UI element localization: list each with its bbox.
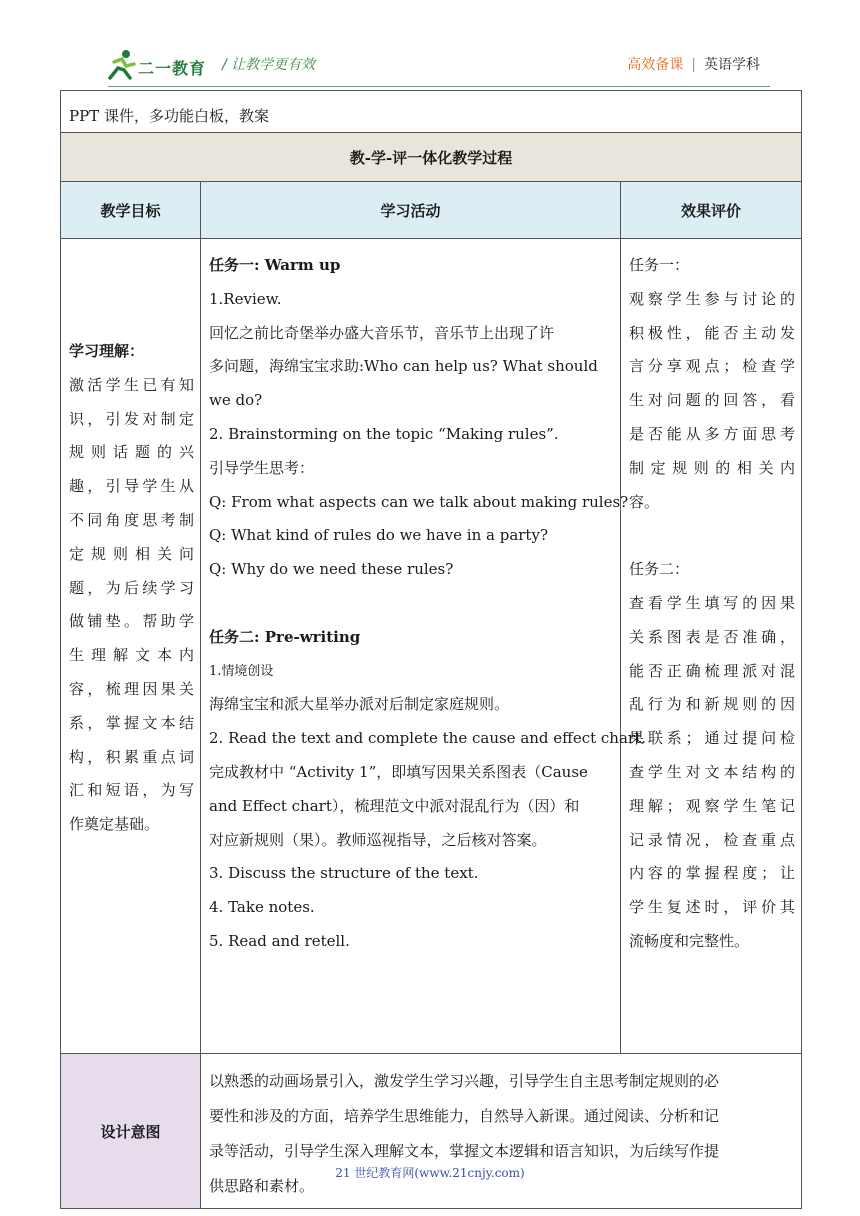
goal-line: 激活学生已有知 xyxy=(69,375,194,394)
eval-line: 容。 xyxy=(629,492,660,511)
tag-separator: | xyxy=(691,57,696,73)
task1-line: 引导学生思考： xyxy=(209,458,315,477)
goal-line: 题，为后续学习 xyxy=(69,578,194,597)
task2-line: 海绵宝宝和派大星举办派对后制定家庭规则。 xyxy=(209,695,510,714)
task2-line: 对应新规则（果）。教师巡视指导，之后核对答案。 xyxy=(209,830,547,849)
header-divider xyxy=(108,86,770,87)
goal-line: 趣，引导学生从 xyxy=(69,477,194,496)
goal-line: 识，引发对制定 xyxy=(69,409,194,428)
design-row xyxy=(61,1054,802,1209)
goal-line: 不同角度思考制 xyxy=(69,510,194,529)
task1-line: we do? xyxy=(209,391,263,410)
goal-line: 作奠定基础。 xyxy=(69,815,160,834)
goal-cell xyxy=(61,239,201,1054)
spacer xyxy=(629,519,795,553)
eval-line: 果联系；通过提问检 xyxy=(629,729,796,748)
design-line: 录等活动，引导学生深入理解文本，掌握文本逻辑和语言知识，为后续写作提 xyxy=(209,1142,720,1160)
design-text-cell xyxy=(201,1054,802,1209)
task1-line: Q: Why do we need these rules? xyxy=(209,560,454,579)
design-line: 以熟悉的动画场景引入，激发学生学习兴趣，引导学生自主思考制定规则的必 xyxy=(209,1072,720,1090)
eval-line: 生对问题的回答，看 xyxy=(629,391,796,410)
task1-title: 任务一: Warm up xyxy=(209,256,341,274)
goal-line: 系，掌握文本结 xyxy=(69,713,194,732)
materials-cell: PPT 课件，多功能白板，教案 xyxy=(61,91,802,133)
eval-line: 能否正确梳理派对混 xyxy=(629,661,796,680)
design-label: 设计意图 xyxy=(61,1054,201,1209)
task2-line: and Effect chart），梳理范文中派对混乱行为（因）和 xyxy=(209,796,580,815)
task1-line: 回忆之前比奇堡举办盛大音乐节，音乐节上出现了许 xyxy=(209,323,555,342)
tag-efficient-prep: 高效备课 xyxy=(627,57,684,73)
design-line: 要性和涉及的方面，培养学生思维能力，自然导入新课。通过阅读、分析和记 xyxy=(209,1107,720,1125)
column-header-row xyxy=(61,182,802,239)
eval-line: 言分享观点；检查学 xyxy=(629,357,796,376)
eval-line: 是否能从多方面思考 xyxy=(629,424,796,443)
task1-line: 2. Brainstorming on the topic “Making rules”. xyxy=(209,424,559,443)
goal-line: 容，梳理因果关 xyxy=(69,679,194,698)
eval-line: 制定规则的相关内 xyxy=(629,458,796,477)
section-title: 教-学-评一体化教学过程 xyxy=(61,133,802,182)
task1-line: 多问题，海绵宝宝求助:Who can help us? What should xyxy=(209,357,598,376)
eval-line: 查学生对文本结构的 xyxy=(629,762,796,781)
eval-line: 学生复述时，评价其 xyxy=(629,898,796,917)
content-row xyxy=(61,239,802,1054)
goal-line: 做铺垫。帮助学 xyxy=(69,612,194,631)
runner-logo-icon xyxy=(104,48,138,82)
task1-line: Q: From what aspects can we talk about making rules? xyxy=(209,492,629,511)
task1-line: 1.Review. xyxy=(209,289,282,308)
goal-line: 定规则相关问 xyxy=(69,544,194,563)
logo-text: 二一教育 xyxy=(138,59,207,78)
task2-line: 4. Take notes. xyxy=(209,898,315,917)
task2-title: 任务二: Pre-writing xyxy=(209,627,361,646)
goal-line: 构，积累重点词 xyxy=(69,747,194,766)
lesson-table xyxy=(60,90,802,1209)
goal-line: 生理解文本内 xyxy=(69,646,194,665)
page-header xyxy=(60,44,800,90)
eval-line: 记录情况，检查重点 xyxy=(629,830,796,849)
section-title-row xyxy=(61,133,802,182)
page-footer: 21 世纪教育网(www.21cnjy.com) xyxy=(335,1166,525,1180)
spacer xyxy=(209,587,614,621)
task2-line: 完成教材中 “Activity 1”，即填写因果关系图表（Cause xyxy=(209,762,588,781)
task2-line: 5. Read and retell. xyxy=(209,931,350,950)
eval-line: 关系图表是否准确， xyxy=(629,627,796,646)
eval-line: 流畅度和完整性。 xyxy=(629,931,750,950)
eval-line: 理解；观察学生笔记 xyxy=(629,796,796,815)
evaluation-cell xyxy=(621,239,802,1054)
task2-line: 1.情境创设 xyxy=(209,663,274,679)
task1-line: Q: What kind of rules do we have in a party? xyxy=(209,526,548,545)
header-tags xyxy=(627,54,760,74)
materials-row xyxy=(61,91,802,133)
goal-line: 汇和短语，为写 xyxy=(69,781,194,800)
slogan: / 让教学更有效 xyxy=(222,57,316,73)
header-goal: 教学目标 xyxy=(61,182,201,239)
activities-cell xyxy=(201,239,646,1054)
header-activities: 学习活动 xyxy=(201,182,621,239)
design-line: 供思路和素材。 xyxy=(209,1177,315,1195)
eval-line: 积极性，能否主动发 xyxy=(629,323,796,342)
eval-line: 乱行为和新规则的因 xyxy=(629,695,796,714)
goal-line: 规则话题的兴 xyxy=(69,443,194,462)
task2-line: 2. Read the text and complete the cause and effect chart. xyxy=(209,729,646,748)
task2-line: 3. Discuss the structure of the text. xyxy=(209,864,479,883)
eval-line: 观察学生参与讨论的 xyxy=(629,289,796,308)
eval-task1-label: 任务一： xyxy=(629,256,690,274)
header-evaluation: 效果评价 xyxy=(621,182,802,239)
goal-title: 学习理解： xyxy=(69,342,145,360)
eval-task2-label: 任务二： xyxy=(629,560,690,579)
tag-subject: 英语学科 xyxy=(704,57,760,73)
eval-line: 查看学生填写的因果 xyxy=(629,593,796,612)
eval-line: 内容的掌握程度；让 xyxy=(629,864,796,883)
